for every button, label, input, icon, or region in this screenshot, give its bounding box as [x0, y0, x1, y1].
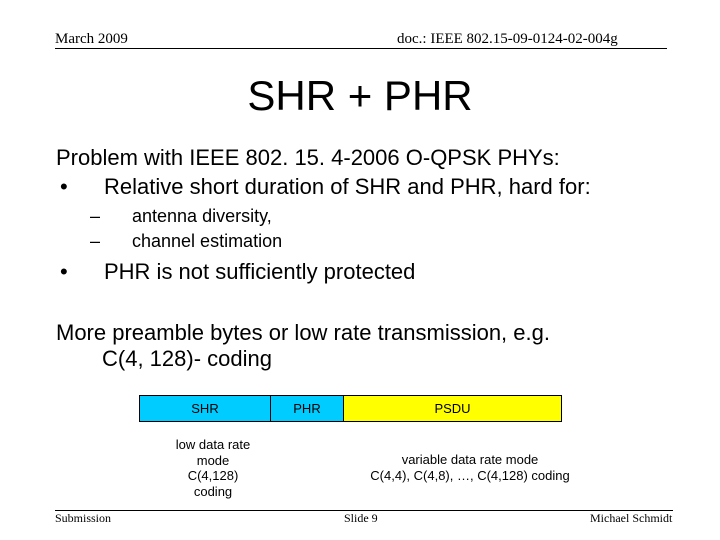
frame-segment-shr: SHR [139, 395, 271, 422]
slide-title: SHR + PHR [247, 72, 473, 119]
sub-bullet-marker: – [90, 231, 101, 251]
low-rate-caption [152, 437, 274, 499]
caption-line: coding [193, 483, 233, 499]
sub-bullet-marker: – [90, 206, 101, 226]
footer-author: Michael Schmidt [590, 511, 673, 525]
caption-line: variable data rate mode [401, 452, 539, 467]
caption-line: C(4,4), C(4,8), …, C(4,128) coding [370, 467, 570, 483]
caption-line: low data rate [175, 437, 251, 452]
bullet-marker: • [60, 174, 68, 199]
sub-bullet-text-1: antenna diversity, [132, 206, 272, 226]
header-divider [55, 48, 667, 49]
proposal-text-line2: C(4, 128)- coding [102, 346, 272, 371]
caption-line: mode [196, 452, 230, 468]
bullet-text-2: PHR is not sufficiently protected [104, 259, 416, 284]
proposal-text-line1: More preamble bytes or low rate transmission, e.g. [56, 320, 550, 345]
sub-bullet-text-2: channel estimation [132, 231, 283, 251]
variable-rate-caption [350, 452, 590, 483]
header-doc-id: doc.: IEEE 802.15-09-0124-02-004g [397, 31, 618, 47]
bullet-text-1: Relative short duration of SHR and PHR, hard for: [104, 174, 591, 199]
bullet-marker: • [60, 259, 68, 284]
footer-submission: Submission [55, 511, 112, 525]
caption-line: C(4,128) [187, 468, 239, 483]
frame-segment-phr: PHR [270, 395, 344, 422]
header-date: March 2009 [55, 31, 128, 47]
frame-segment-psdu: PSDU [343, 395, 562, 422]
footer-slide-number: Slide 9 [344, 511, 378, 525]
intro-text: Problem with IEEE 802. 15. 4-2006 O-QPSK PHYs: [56, 145, 560, 170]
